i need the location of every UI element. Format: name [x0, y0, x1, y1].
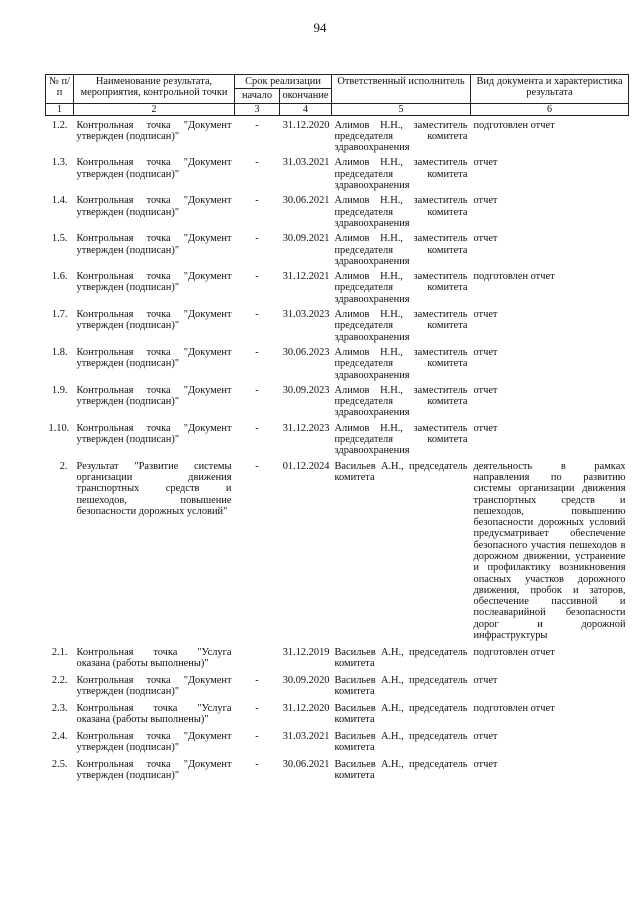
row-number: 2.3.: [51, 702, 68, 714]
row-start: -: [255, 309, 259, 321]
row-end: 31.03.2021: [282, 730, 330, 742]
row-executor: Васильев А.Н., председатель комитета: [334, 758, 468, 781]
row-start: -: [255, 195, 259, 207]
column-number: 3: [235, 103, 280, 115]
header-name: Наименование результата, мероприятия, контрольной точки: [74, 75, 235, 104]
column-number: 5: [332, 103, 471, 115]
row-start: -: [255, 460, 259, 472]
header-end: окончание: [280, 89, 332, 103]
row-executor: Алимов Н.Н., заместитель председателя комитета здравоохранения: [334, 384, 468, 419]
row-name: Контрольная точка "Документ утвержден (подписан)": [76, 758, 232, 781]
row-doc: отчет: [473, 309, 498, 321]
table-row: [46, 419, 629, 457]
row-start: -: [255, 758, 259, 770]
row-number: 2.4.: [51, 730, 68, 742]
row-number: 2.: [59, 460, 68, 472]
header-executor: Ответственный исполнитель: [332, 75, 471, 104]
table-row: [46, 305, 629, 343]
row-doc: отчет: [473, 195, 498, 207]
row-executor: Алимов Н.Н., заместитель председателя комитета здравоохранения: [334, 119, 468, 154]
row-name: Результат "Развитие системы организации движения транспортных средств и пешеходов, повышение безопасности дорожных условий": [76, 460, 232, 517]
row-executor: Алимов Н.Н., заместитель председателя комитета здравоохранения: [334, 309, 468, 343]
header-term: Срок реализации: [235, 75, 332, 89]
row-end: 30.09.2023: [282, 384, 330, 396]
column-number: 1: [46, 103, 74, 115]
column-number-row: [46, 103, 629, 115]
row-number: 2.1.: [51, 646, 68, 658]
row-start: -: [255, 233, 259, 245]
row-executor: Алимов Н.Н., заместитель председателя комитета здравоохранения: [334, 195, 468, 229]
row-number: 1.10.: [48, 422, 70, 434]
row-end: 31.12.2020: [282, 702, 330, 714]
row-number: 2.5.: [51, 758, 68, 770]
table-row: [46, 267, 629, 305]
row-end: 30.06.2021: [282, 195, 330, 207]
row-name: Контрольная точка "Документ утвержден (подписан)": [76, 233, 232, 256]
row-end: 30.09.2020: [282, 674, 330, 686]
row-start: -: [255, 271, 259, 283]
header-doc: Вид документа и характеристика результата: [471, 75, 629, 104]
row-start: -: [255, 384, 259, 396]
row-name: Контрольная точка "Услуга оказана (работы выполнены)": [76, 702, 232, 725]
row-end: 30.09.2021: [282, 233, 330, 245]
column-number: 6: [471, 103, 629, 115]
table-row: [46, 643, 629, 671]
row-end: 30.06.2023: [282, 346, 330, 358]
table-row: [46, 457, 629, 643]
row-number: 2.2.: [51, 674, 68, 686]
row-executor: Васильев А.Н., председатель комитета: [334, 730, 468, 753]
row-executor: Васильев А.Н., председатель комитета: [334, 646, 468, 669]
row-end: 30.06.2021: [282, 758, 330, 770]
row-end: 31.12.2021: [282, 271, 330, 283]
table-row: [46, 699, 629, 727]
row-end: 31.12.2023: [282, 422, 330, 434]
row-name: Контрольная точка "Документ утвержден (подписан)": [76, 384, 232, 408]
row-start: -: [255, 674, 259, 686]
row-end: 01.12.2024: [282, 460, 330, 472]
row-doc: отчет: [473, 346, 498, 358]
row-executor: Васильев А.Н., председатель комитета: [334, 460, 468, 483]
row-executor: Алимов Н.Н., заместитель председателя комитета здравоохранения: [334, 157, 468, 192]
row-doc: отчет: [473, 758, 498, 770]
table-row: [46, 671, 629, 699]
column-number: 2: [74, 103, 235, 115]
row-end: 31.03.2021: [282, 157, 330, 169]
row-start: -: [255, 730, 259, 742]
table-row: [46, 153, 629, 191]
row-number: 1.7.: [51, 309, 68, 321]
row-start: -: [255, 119, 259, 131]
header-start: начало: [235, 89, 280, 103]
row-executor: Васильев А.Н., председатель комитета: [334, 674, 468, 697]
table-row: [46, 191, 629, 229]
row-number: 1.4.: [51, 195, 68, 207]
row-start: -: [255, 346, 259, 358]
row-doc: отчет: [473, 157, 498, 169]
row-doc: отчет: [473, 422, 498, 434]
row-executor: Алимов Н.Н., заместитель председателя комитета здравоохранения: [334, 233, 468, 267]
page-number: 94: [313, 20, 327, 35]
row-name: Контрольная точка "Документ утвержден (подписан)": [76, 271, 232, 294]
column-number: 4: [280, 103, 332, 115]
row-number: 1.9.: [51, 384, 68, 396]
table-row: [46, 727, 629, 755]
row-name: Контрольная точка "Документ утвержден (подписан)": [76, 346, 232, 370]
row-doc: отчет: [473, 674, 498, 686]
row-doc: подготовлен отчет: [473, 271, 555, 283]
row-name: Контрольная точка "Документ утвержден (подписан)": [76, 422, 232, 446]
row-end: 31.12.2019: [282, 646, 330, 658]
table-row: [46, 343, 629, 381]
row-name: Контрольная точка "Документ утвержден (подписан)": [76, 119, 232, 142]
table-row: [46, 755, 629, 783]
row-doc: подготовлен отчет: [473, 702, 555, 714]
row-start: -: [255, 422, 259, 434]
row-executor: Алимов Н.Н., заместитель председателя комитета здравоохранения: [334, 346, 468, 381]
row-doc: подготовлен отчет: [473, 119, 555, 131]
row-number: 1.3.: [51, 157, 68, 169]
row-end: 31.03.2023: [282, 309, 330, 321]
row-name: Контрольная точка "Документ утвержден (подписан)": [76, 309, 232, 332]
table-row: [46, 229, 629, 267]
row-name: Контрольная точка "Услуга оказана (работы выполнены)": [76, 646, 232, 669]
row-doc: отчет: [473, 384, 498, 396]
row-number: 1.8.: [51, 346, 68, 358]
row-name: Контрольная точка "Документ утвержден (подписан)": [76, 195, 232, 218]
row-number: 1.6.: [51, 271, 68, 283]
row-doc: отчет: [473, 730, 498, 742]
row-start: -: [255, 702, 259, 714]
table-row: [46, 115, 629, 153]
table-row: [46, 381, 629, 419]
row-executor: Алимов Н.Н., заместитель председателя комитета здравоохранения: [334, 271, 468, 305]
row-doc: деятельность в рамках направления по развитию системы организации движения транспортных средств и пешеходов, повышению безопасности дорожных условий предусматривает обеспечение безопасного участия пешеходов в дорожном движении, устранение и профилактику возникновения опасных участков дорожного движения, пробок и заторов, обеспечение пассивной и послеаварийной безопасности дорог и дорожной инфраструктуры: [473, 460, 626, 642]
row-executor: Алимов Н.Н., заместитель председателя комитета здравоохранения: [334, 422, 468, 457]
row-name: Контрольная точка "Документ утвержден (подписан)": [76, 674, 232, 697]
row-name: Контрольная точка "Документ утвержден (подписан)": [76, 730, 232, 753]
header-num: № п/п: [46, 75, 74, 104]
row-end: 31.12.2020: [282, 119, 330, 131]
row-doc: подготовлен отчет: [473, 646, 555, 658]
row-executor: Васильев А.Н., председатель комитета: [334, 702, 468, 725]
row-number: 1.5.: [51, 233, 68, 245]
row-number: 1.2.: [51, 119, 68, 131]
results-table: [45, 74, 629, 783]
row-name: Контрольная точка "Документ утвержден (подписан)": [76, 157, 232, 180]
row-doc: отчет: [473, 233, 498, 245]
row-start: [235, 643, 280, 671]
row-start: -: [255, 157, 259, 169]
